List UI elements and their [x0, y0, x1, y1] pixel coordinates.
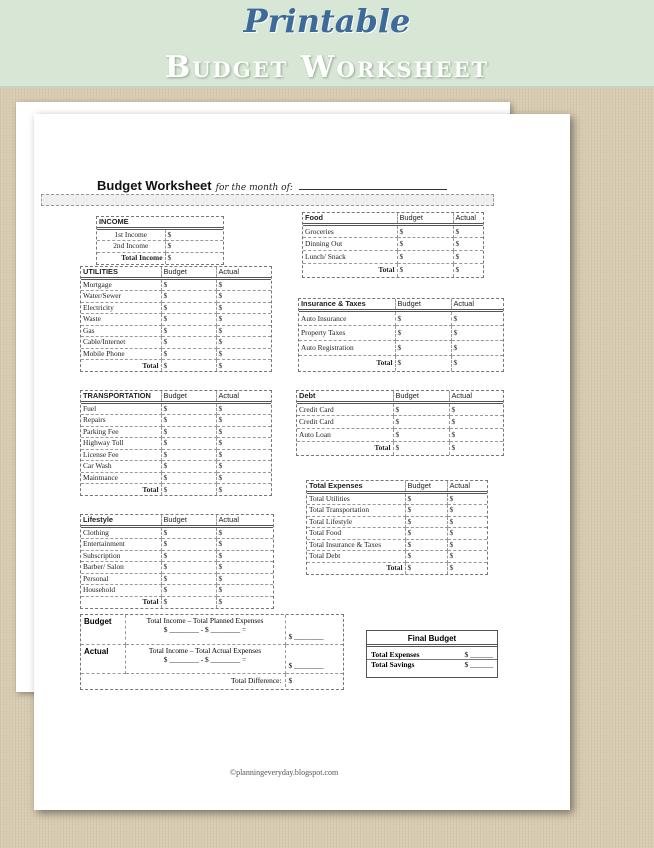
- table-row: [299, 341, 503, 356]
- table-row: [81, 449, 271, 461]
- budget-cell[interactable]: $: [405, 505, 447, 517]
- actual-cell[interactable]: $: [216, 314, 271, 326]
- budget-cell[interactable]: $: [393, 429, 449, 442]
- transportation-header: TRANSPORTATION: [81, 391, 161, 403]
- total-row: [81, 484, 271, 496]
- final-savings-label: Total Savings: [371, 660, 415, 669]
- table-row: [297, 416, 503, 429]
- name-bar: [41, 194, 494, 206]
- budget-result[interactable]: $ ________: [285, 615, 343, 644]
- worksheet-title-text: Budget Worksheet: [97, 178, 212, 193]
- difference-row: [81, 673, 343, 687]
- budget-cell[interactable]: $: [161, 302, 216, 314]
- lifestyle-header: Lifestyle: [81, 515, 161, 527]
- budget-cell[interactable]: $: [397, 251, 453, 264]
- row-label: Gas: [81, 325, 161, 337]
- actual-cell[interactable]: $: [216, 527, 273, 539]
- row-label: Lunch/ Snack: [303, 251, 397, 264]
- row-label: Household: [81, 585, 161, 597]
- total-row: [299, 356, 503, 371]
- actual-total[interactable]: $: [451, 443, 456, 453]
- actual-header: Actual: [449, 391, 503, 403]
- final-expenses-value[interactable]: $ ______: [464, 650, 493, 659]
- table-row: [297, 403, 503, 416]
- income-header: INCOME: [97, 217, 223, 229]
- budget-cell[interactable]: $: [405, 528, 447, 540]
- budget-cell[interactable]: $: [161, 527, 216, 539]
- budget-cell[interactable]: $: [161, 291, 216, 303]
- budget-total[interactable]: $: [161, 360, 216, 372]
- total-row: [297, 442, 503, 455]
- row-label: Groceries: [303, 225, 397, 238]
- budget-total[interactable]: $: [393, 442, 449, 455]
- budget-cell[interactable]: $: [161, 573, 216, 585]
- budget-cell[interactable]: $: [161, 539, 216, 551]
- table-row: [307, 551, 487, 563]
- actual-cell[interactable]: $: [216, 573, 273, 585]
- table-row: [97, 252, 223, 264]
- row-label: Electricity: [81, 302, 161, 314]
- table-row: [303, 251, 483, 264]
- table-row: [81, 539, 273, 551]
- header-banner: [0, 0, 654, 88]
- table-row: [81, 302, 271, 314]
- budget-cell[interactable]: $: [161, 279, 216, 291]
- row-label: Repairs: [81, 415, 161, 427]
- budget-cell[interactable]: $: [161, 426, 216, 438]
- actual-cell[interactable]: $: [216, 449, 271, 461]
- debt-table: [296, 390, 504, 456]
- table-row: [81, 314, 271, 326]
- budget-cell[interactable]: $: [161, 348, 216, 360]
- actual-cell[interactable]: $: [449, 403, 503, 416]
- budget-cell[interactable]: $: [161, 325, 216, 337]
- final-budget-header: Final Budget: [367, 631, 497, 647]
- actual-header: Actual: [453, 213, 483, 225]
- income-table: [96, 216, 224, 265]
- utilities-header: UTILITIES: [81, 267, 161, 279]
- table-row: [81, 562, 273, 574]
- table-row: [303, 238, 483, 251]
- row-label: Total Debt: [307, 551, 405, 563]
- table-row: [81, 472, 271, 484]
- worksheet-title: [97, 177, 447, 195]
- row-label: Water/Sewer: [81, 291, 161, 303]
- budget-total[interactable]: $: [161, 596, 216, 608]
- row-label: Credit Card: [297, 416, 393, 429]
- banner-subtitle: Printable: [243, 2, 411, 40]
- total-difference-value[interactable]: $: [288, 675, 293, 685]
- total-row: [303, 264, 483, 277]
- budget-header: Budget: [161, 391, 216, 403]
- total-row: [307, 562, 487, 574]
- actual-cell[interactable]: $: [451, 341, 503, 356]
- actual-summary-row: [81, 644, 343, 673]
- table-row: [299, 326, 503, 341]
- row-label: Mobile Phone: [81, 348, 161, 360]
- actual-cell[interactable]: $: [216, 302, 271, 314]
- row-label: Parking Fee: [81, 426, 161, 438]
- table-row: [307, 493, 487, 505]
- budget-cell[interactable]: $: [405, 539, 447, 551]
- row-label: Total Food: [307, 528, 405, 540]
- row-label: Personal: [81, 573, 161, 585]
- budget-cell[interactable]: $: [397, 238, 453, 251]
- actual-cell[interactable]: $: [451, 311, 503, 326]
- final-savings-value[interactable]: $ ______: [464, 660, 493, 669]
- row-label: Dinning Out: [303, 238, 397, 251]
- budget-header: Budget: [161, 267, 216, 279]
- food-table: [302, 212, 484, 278]
- actual-formula: Total Income – Total Actual Expenses: [148, 645, 262, 655]
- budget-cell[interactable]: $: [161, 438, 216, 450]
- actual-result[interactable]: $ ________: [285, 644, 343, 673]
- budget-cell[interactable]: $: [397, 225, 453, 238]
- actual-total[interactable]: $: [449, 563, 454, 572]
- actual-cell[interactable]: $: [216, 403, 271, 415]
- actual-cell[interactable]: $: [216, 337, 271, 349]
- budget-cell[interactable]: $: [405, 551, 447, 563]
- row-label: Highway Toll: [81, 438, 161, 450]
- actual-cell[interactable]: $: [447, 551, 487, 563]
- table-row: [307, 516, 487, 528]
- actual-total[interactable]: $: [218, 484, 223, 494]
- actual-total[interactable]: $: [453, 358, 458, 368]
- table-row: [81, 438, 271, 450]
- budget-header: Budget: [397, 213, 453, 225]
- budget-cell[interactable]: $: [161, 562, 216, 574]
- budget-cell[interactable]: $: [405, 493, 447, 505]
- debt-header: Debt: [297, 391, 393, 403]
- actual-cell[interactable]: $: [451, 326, 503, 341]
- row-label: Fuel: [81, 403, 161, 415]
- budget-cell[interactable]: $: [405, 516, 447, 528]
- budget-summary-row: [81, 615, 343, 644]
- actual-formula-blanks[interactable]: $ ________ - $ ________ =: [163, 654, 247, 664]
- actual-cell[interactable]: $: [216, 279, 271, 291]
- total-label: Total: [307, 562, 405, 574]
- table-row: [81, 585, 273, 597]
- actual-header: Actual: [447, 481, 487, 493]
- row-value[interactable]: $: [165, 229, 223, 241]
- budget-total[interactable]: $: [161, 484, 216, 496]
- row-label: Cable/Internet: [81, 337, 161, 349]
- table-row: [81, 337, 271, 349]
- budget-total[interactable]: $: [405, 562, 447, 574]
- total-label: Total: [299, 356, 395, 371]
- total-expenses-header: Total Expenses: [307, 481, 405, 493]
- budget-total[interactable]: $: [395, 356, 451, 371]
- actual-cell[interactable]: $: [453, 225, 483, 238]
- total-expenses-table: [306, 480, 488, 575]
- actual-cell[interactable]: $: [216, 461, 271, 473]
- utilities-table: [80, 266, 272, 372]
- budget-header: Budget: [405, 481, 447, 493]
- month-label: for the month of:: [215, 183, 293, 193]
- row-label: Total Lifestyle: [307, 516, 405, 528]
- budget-formula-blanks[interactable]: $ ________ - $ ________ =: [163, 625, 247, 634]
- total-row: [81, 596, 273, 608]
- actual-cell[interactable]: $: [216, 550, 273, 562]
- total-label: Total: [81, 596, 161, 608]
- actual-header: Actual: [216, 515, 273, 527]
- total-label: Total: [81, 360, 161, 372]
- table-row: [307, 539, 487, 551]
- final-expenses-row: [367, 647, 497, 659]
- actual-cell[interactable]: $: [216, 325, 271, 337]
- total-row: [81, 360, 271, 372]
- actual-cell[interactable]: $: [216, 426, 271, 438]
- final-budget-box: [366, 630, 498, 678]
- actual-cell[interactable]: $: [447, 493, 487, 505]
- budget-formula: Total Income – Total Planned Expenses: [146, 616, 264, 625]
- budget-cell[interactable]: $: [161, 550, 216, 562]
- budget-cell[interactable]: $: [161, 461, 216, 473]
- budget-cell[interactable]: $: [161, 337, 216, 349]
- row-label: Maintnance: [81, 472, 161, 484]
- row-value[interactable]: $: [167, 253, 172, 262]
- month-input-line[interactable]: [299, 189, 447, 190]
- table-row: [299, 311, 503, 326]
- table-row: [81, 461, 271, 473]
- table-row: [97, 229, 223, 241]
- row-label: Waste: [81, 314, 161, 326]
- worksheet-page: [34, 114, 570, 810]
- actual-cell[interactable]: $: [216, 348, 271, 360]
- actual-header: Actual: [216, 391, 271, 403]
- row-value[interactable]: $: [165, 241, 223, 253]
- budget-cell[interactable]: $: [393, 416, 449, 429]
- budget-cell[interactable]: $: [161, 585, 216, 597]
- total-label: Total: [303, 264, 397, 277]
- actual-cell[interactable]: $: [216, 415, 271, 427]
- final-expenses-label: Total Expenses: [371, 650, 420, 659]
- row-label: Mortgage: [81, 279, 161, 291]
- actual-summary-label: Actual: [81, 644, 125, 673]
- actual-header: Actual: [451, 299, 503, 311]
- row-label: Credit Card: [297, 403, 393, 416]
- row-label: Entertainment: [81, 539, 161, 551]
- row-label: Total Transportation: [307, 505, 405, 517]
- total-difference-label: Total Difference:: [81, 673, 285, 687]
- summary-box: [80, 614, 344, 690]
- budget-header: Budget: [161, 515, 216, 527]
- actual-cell[interactable]: $: [449, 416, 503, 429]
- row-label: License Fee: [81, 449, 161, 461]
- budget-header: Budget: [393, 391, 449, 403]
- food-header: Food: [303, 213, 397, 225]
- row-label: Barber/ Salon: [81, 562, 161, 574]
- actual-cell[interactable]: $: [447, 505, 487, 517]
- table-row: [81, 573, 273, 585]
- actual-total[interactable]: $: [218, 597, 223, 606]
- actual-cell[interactable]: $: [449, 429, 503, 442]
- actual-cell[interactable]: $: [447, 528, 487, 540]
- budget-cell[interactable]: $: [161, 449, 216, 461]
- table-row: [81, 415, 271, 427]
- budget-cell[interactable]: $: [395, 341, 451, 356]
- row-label: 2nd Income: [97, 241, 165, 253]
- table-row: [97, 241, 223, 253]
- table-row: [81, 426, 271, 438]
- banner-title: Budget Worksheet: [164, 50, 490, 85]
- actual-cell[interactable]: $: [453, 251, 483, 264]
- row-label: Clothing: [81, 527, 161, 539]
- actual-cell[interactable]: $: [216, 438, 271, 450]
- total-label: Total: [297, 442, 393, 455]
- actual-cell[interactable]: $: [447, 516, 487, 528]
- actual-total[interactable]: $: [218, 360, 223, 370]
- actual-total[interactable]: $: [455, 265, 460, 275]
- actual-cell[interactable]: $: [216, 291, 271, 303]
- actual-cell[interactable]: $: [216, 472, 271, 484]
- budget-cell[interactable]: $: [161, 415, 216, 427]
- table-row: [297, 429, 503, 442]
- row-label: Auto Insurance: [299, 311, 395, 326]
- total-label: Total: [81, 484, 161, 496]
- table-row: [307, 505, 487, 517]
- row-label: Total Income: [97, 252, 165, 264]
- table-row: [81, 291, 271, 303]
- budget-header: Budget: [395, 299, 451, 311]
- budget-cell[interactable]: $: [393, 403, 449, 416]
- row-label: Auto Registration: [299, 341, 395, 356]
- row-label: Property Taxes: [299, 326, 395, 341]
- actual-cell[interactable]: $: [216, 562, 273, 574]
- budget-summary-label: Budget: [81, 615, 125, 644]
- insurance-header: Insurance & Taxes: [299, 299, 395, 311]
- table-row: [303, 225, 483, 238]
- actual-cell[interactable]: $: [453, 238, 483, 251]
- row-label: Total Insurance & Taxes: [307, 539, 405, 551]
- row-label: Subscription: [81, 550, 161, 562]
- table-row: [307, 528, 487, 540]
- budget-cell[interactable]: $: [161, 472, 216, 484]
- budget-cell[interactable]: $: [395, 311, 451, 326]
- row-label: Car Wash: [81, 461, 161, 473]
- actual-header: Actual: [216, 267, 271, 279]
- actual-cell[interactable]: $: [447, 539, 487, 551]
- table-row: [81, 550, 273, 562]
- budget-cell[interactable]: $: [395, 326, 451, 341]
- budget-cell[interactable]: $: [161, 403, 216, 415]
- transportation-table: [80, 390, 272, 496]
- table-row: [81, 403, 271, 415]
- table-row: [81, 348, 271, 360]
- row-label: Auto Loan: [297, 429, 393, 442]
- final-savings-row: [367, 659, 497, 669]
- row-label: Total Utilities: [307, 493, 405, 505]
- table-row: [81, 527, 273, 539]
- table-row: [81, 325, 271, 337]
- budget-cell[interactable]: $: [161, 314, 216, 326]
- lifestyle-table: [80, 514, 274, 609]
- insurance-table: [298, 298, 504, 372]
- budget-total[interactable]: $: [397, 264, 453, 277]
- table-row: [81, 279, 271, 291]
- actual-cell[interactable]: $: [216, 539, 273, 551]
- actual-cell[interactable]: $: [216, 585, 273, 597]
- copyright-text: ©planningeveryday.blogspot.com: [230, 768, 339, 777]
- row-label: 1st Income: [97, 229, 165, 241]
